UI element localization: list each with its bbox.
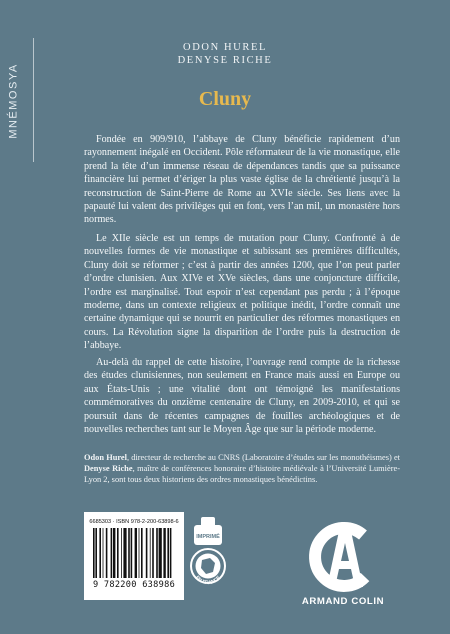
bio-author-desc: , maître de conférences honoraire d’histoire médiévale à l’Université Lumière-Lyon 2, sont tous deux historiens des ordres monastiques bénédictins. [84, 464, 400, 484]
blurb-paragraph: Le XIIe siècle est un temps de mutation pour Cluny. Confronté à de nouvelles formes de vie monastique et subissant ses premières difficultés, Cluny doit se réformer ; c’est à partir des années 1200, que l’on peut parler d’ordre clunisien. Aux XIVe et XVe siècles, dans une conjoncture difficile, l’ordre est marginalisé. Tout espoir n’est cependant pas perdu ; à l’époque moderne, dans un contexte religieux et politique inédit, l’ordre connaît une certaine dynamique qui se nourrit en particulier des réformes monastiques en cours. La Révolution signe la disparition de l’ordre puis la destruction de l’abbaye. [84, 233, 400, 352]
barcode-label [84, 512, 184, 600]
collection-label: MNÉMOSYA [8, 63, 21, 139]
isbn-text: 6685303 · ISBN 978-2-200-63898-6 [89, 519, 179, 525]
bio-author-name: Denyse Riche [84, 464, 133, 473]
author-bio [84, 452, 400, 485]
seal-top-text: IMPRIMÉ [196, 534, 220, 540]
publisher-name: ARMAND COLIN [301, 596, 385, 607]
armand-colin-logo-icon [293, 517, 393, 601]
seal-bottom-text: EN FRANCE [193, 574, 223, 587]
bio-author-desc: , directeur de recherche au CNRS (Laboratoire d’études sur les monothéismes) et [126, 453, 400, 462]
authors [0, 41, 450, 67]
ean-number: 9 782200 638986 [92, 580, 176, 590]
book-title: Cluny [198, 88, 252, 110]
author-name: DENYSE RICHE [177, 55, 273, 66]
blurb-paragraph: Fondée en 909/910, l’abbaye de Cluny bénéficie rapidement d’un rayonnement inégalé en Occident. Pôle réformateur de la vie monastique, elle prend la tête d’un immense réseau de dépendances tandis que sa puissance financière lui permet d’ériger la plus vaste église de la chrétienté jusqu’à la reconstruction de Saint-Pierre de Rome au XVIe siècle. Ses liens avec la papauté lui valent des privilèges qui en font, vers l’an mil, un monastère hors normes. [84, 134, 400, 226]
bio-author-name: Odon Hurel [84, 453, 127, 462]
barcode-icon [91, 528, 177, 578]
author-name: ODON HUREL [183, 42, 267, 53]
blurb-paragraph: Au-delà du rappel de cette histoire, l’ouvrage rend compte de la richesse des études clunisiennes, non seulement en France mais aussi en Europe ou aux États-Unis ; une vitalité dont ont témoigné les manifestations commémoratives du onzième centenaire de Cluny, en 2009-2010, et qui se poursuit dans de récentes campagnes de fouilles archéologiques et de nouvelles recherches tant sur le Moyen Âge que sur la période moderne. [84, 357, 400, 436]
imprime-en-france-seal-icon [188, 517, 228, 591]
